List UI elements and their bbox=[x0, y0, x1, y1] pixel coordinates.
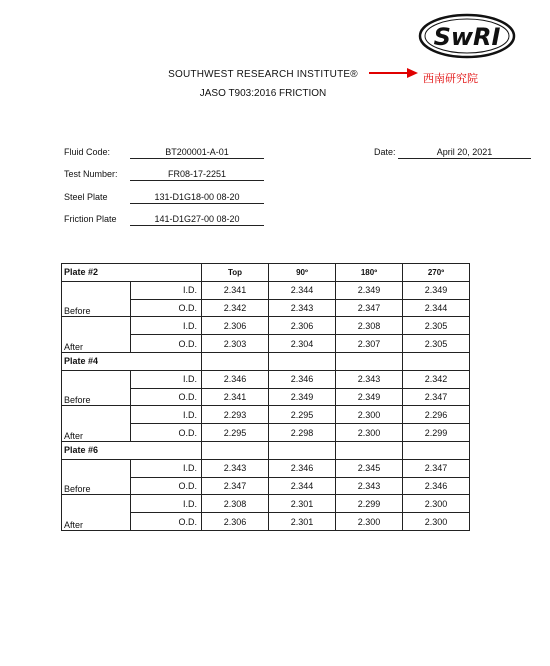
measurement-cell: 2.296 bbox=[403, 406, 470, 424]
plate-header-row bbox=[62, 441, 470, 459]
table-row bbox=[62, 495, 470, 513]
measurement-cell: 2.300 bbox=[403, 513, 470, 531]
friction-plate-value: 141-D1G27-00 08-20 bbox=[130, 214, 264, 226]
measurement-cell: 2.305 bbox=[403, 317, 470, 335]
test-title: JASO T903:2016 FRICTION bbox=[199, 88, 327, 99]
measurement-cell: 2.306 bbox=[202, 513, 269, 531]
position-label: I.D. bbox=[131, 281, 202, 299]
measurement-cell: 2.346 bbox=[269, 459, 336, 477]
row-label bbox=[62, 370, 131, 388]
empty-cell bbox=[403, 352, 470, 370]
position-label: I.D. bbox=[131, 370, 202, 388]
date-value: April 20, 2021 bbox=[398, 147, 531, 159]
empty-cell bbox=[202, 441, 269, 459]
empty-cell bbox=[336, 352, 403, 370]
column-header: 180º bbox=[336, 264, 403, 282]
measurement-cell: 2.305 bbox=[403, 335, 470, 353]
measurement-cell: 2.349 bbox=[269, 388, 336, 406]
steel-plate-value: 131-D1G18-00 08-20 bbox=[130, 192, 264, 204]
measurement-cell: 2.349 bbox=[403, 281, 470, 299]
plate-name: Plate #2 bbox=[62, 264, 202, 282]
measurement-cell: 2.299 bbox=[403, 424, 470, 442]
measurement-cell: 2.301 bbox=[269, 495, 336, 513]
table-row bbox=[62, 388, 470, 406]
svg-text:SwRI: SwRI bbox=[433, 23, 501, 51]
position-label: I.D. bbox=[131, 495, 202, 513]
measurement-cell: 2.300 bbox=[336, 424, 403, 442]
arrow-right-icon bbox=[367, 66, 419, 80]
plate-header-row bbox=[62, 352, 470, 370]
measurement-cell: 2.298 bbox=[269, 424, 336, 442]
position-label: O.D. bbox=[131, 388, 202, 406]
plate-name: Plate #4 bbox=[62, 352, 202, 370]
position-label: O.D. bbox=[131, 299, 202, 317]
measurement-cell: 2.300 bbox=[403, 495, 470, 513]
row-label: After bbox=[62, 513, 131, 531]
empty-cell bbox=[336, 441, 403, 459]
row-label: After bbox=[62, 335, 131, 353]
measurement-cell: 2.308 bbox=[336, 317, 403, 335]
column-header: Top bbox=[202, 264, 269, 282]
position-label: O.D. bbox=[131, 477, 202, 495]
steel-plate-label: Steel Plate bbox=[64, 192, 108, 202]
table-row bbox=[62, 513, 470, 531]
row-label bbox=[62, 459, 131, 477]
measurement-cell: 2.303 bbox=[202, 335, 269, 353]
table-row bbox=[62, 459, 470, 477]
plate-header-row bbox=[62, 264, 470, 282]
fluid-code-label: Fluid Code: bbox=[64, 147, 111, 157]
row-label: After bbox=[62, 424, 131, 442]
position-label: I.D. bbox=[131, 406, 202, 424]
measurement-cell: 2.300 bbox=[336, 406, 403, 424]
measurement-cell: 2.349 bbox=[336, 388, 403, 406]
row-label bbox=[62, 281, 131, 299]
row-label: Before bbox=[62, 388, 131, 406]
empty-cell bbox=[269, 441, 336, 459]
table-row bbox=[62, 424, 470, 442]
measurement-cell: 2.347 bbox=[336, 299, 403, 317]
row-label bbox=[62, 317, 131, 335]
measurement-cell: 2.306 bbox=[202, 317, 269, 335]
position-label: O.D. bbox=[131, 424, 202, 442]
measurement-cell: 2.343 bbox=[269, 299, 336, 317]
table-row bbox=[62, 406, 470, 424]
test-number-value: FR08-17-2251 bbox=[130, 169, 264, 181]
position-label: I.D. bbox=[131, 459, 202, 477]
measurement-cell: 2.346 bbox=[403, 477, 470, 495]
measurement-cell: 2.304 bbox=[269, 335, 336, 353]
measurement-cell: 2.341 bbox=[202, 388, 269, 406]
measurement-cell: 2.343 bbox=[202, 459, 269, 477]
measurement-cell: 2.347 bbox=[403, 459, 470, 477]
measurement-table bbox=[61, 263, 470, 531]
date-label: Date: bbox=[374, 147, 396, 157]
measurement-cell: 2.344 bbox=[269, 281, 336, 299]
measurement-cell: 2.349 bbox=[336, 281, 403, 299]
swri-logo bbox=[418, 12, 516, 60]
measurement-cell: 2.346 bbox=[202, 370, 269, 388]
measurement-cell: 2.342 bbox=[403, 370, 470, 388]
measurement-cell: 2.308 bbox=[202, 495, 269, 513]
table-row bbox=[62, 335, 470, 353]
row-label: Before bbox=[62, 299, 131, 317]
measurement-cell: 2.344 bbox=[269, 477, 336, 495]
column-header: 270º bbox=[403, 264, 470, 282]
plate-name: Plate #6 bbox=[62, 441, 202, 459]
position-label: I.D. bbox=[131, 317, 202, 335]
measurement-cell: 2.293 bbox=[202, 406, 269, 424]
measurement-cell: 2.347 bbox=[202, 477, 269, 495]
empty-cell bbox=[202, 352, 269, 370]
measurement-cell: 2.345 bbox=[336, 459, 403, 477]
row-label bbox=[62, 406, 131, 424]
table-row bbox=[62, 299, 470, 317]
measurement-cell: 2.301 bbox=[269, 513, 336, 531]
measurement-cell: 2.300 bbox=[336, 513, 403, 531]
friction-plate-label: Friction Plate bbox=[64, 214, 117, 224]
measurement-cell: 2.342 bbox=[202, 299, 269, 317]
measurement-cell: 2.344 bbox=[403, 299, 470, 317]
column-header: 90º bbox=[269, 264, 336, 282]
measurement-cell: 2.346 bbox=[269, 370, 336, 388]
table-row bbox=[62, 317, 470, 335]
fluid-code-value: BT200001-A-01 bbox=[130, 147, 264, 159]
empty-cell bbox=[269, 352, 336, 370]
measurement-cell: 2.341 bbox=[202, 281, 269, 299]
empty-cell bbox=[403, 441, 470, 459]
measurement-cell: 2.347 bbox=[403, 388, 470, 406]
position-label: O.D. bbox=[131, 513, 202, 531]
test-number-label: Test Number: bbox=[64, 169, 118, 179]
row-label bbox=[62, 495, 131, 513]
table-row bbox=[62, 281, 470, 299]
table-row bbox=[62, 370, 470, 388]
table-row bbox=[62, 477, 470, 495]
institute-title: SOUTHWEST RESEARCH INSTITUTE® bbox=[168, 69, 358, 80]
position-label: O.D. bbox=[131, 335, 202, 353]
measurement-cell: 2.343 bbox=[336, 370, 403, 388]
measurement-cell: 2.306 bbox=[269, 317, 336, 335]
measurement-cell: 2.295 bbox=[202, 424, 269, 442]
measurement-cell: 2.299 bbox=[336, 495, 403, 513]
measurement-cell: 2.295 bbox=[269, 406, 336, 424]
measurement-cell: 2.307 bbox=[336, 335, 403, 353]
measurement-cell: 2.343 bbox=[336, 477, 403, 495]
row-label: Before bbox=[62, 477, 131, 495]
chinese-annotation: 西南研究院 bbox=[423, 73, 478, 85]
